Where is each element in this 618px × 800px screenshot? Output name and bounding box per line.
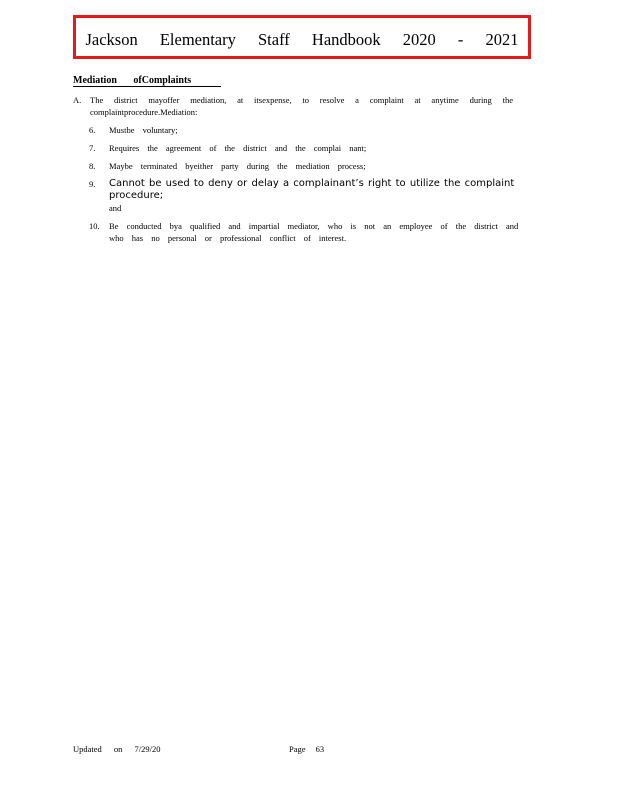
- list-item-text: Mustbe voluntary;: [109, 125, 178, 135]
- list-item: [89, 124, 519, 136]
- list-item-text-wrapper: [109, 178, 519, 214]
- list-item-continuation: and: [109, 203, 122, 213]
- paragraph-text: The district mayoffer mediation, at itsexpense, to resolve a complaint at anytime during the complaintprocedure.Mediation:: [90, 95, 513, 117]
- list-item: [89, 160, 519, 172]
- list-item: [89, 142, 519, 154]
- footer-page-number: Page 63: [289, 744, 325, 754]
- list-item-number: 7.: [89, 143, 96, 153]
- list-item-number: 6.: [89, 125, 96, 135]
- list-item: [89, 178, 519, 214]
- list-item-number: 10.: [89, 221, 100, 231]
- footer-updated-date: Updated on 7/29/20: [73, 744, 161, 754]
- list-item-text: Maybe terminated byeither party during the mediation process;: [109, 161, 366, 171]
- page-header-title: Jackson Elementary Staff Handbook 2020 - 2021: [85, 30, 519, 49]
- list-item: [89, 220, 519, 244]
- section-heading: Mediation ofComplaints: [73, 75, 221, 87]
- list-item-text: Be conducted bya qualified and impartial mediator, who is not an employee of the district and who has no personal or professional conflict of interest.: [109, 221, 519, 243]
- header-box: [73, 15, 531, 59]
- paragraph-marker: A.: [73, 95, 82, 105]
- list-item-text: Cannot be used to deny or delay a complainant’s right to utilize the complaint procedure;: [109, 178, 515, 201]
- paragraph-a: [73, 94, 513, 118]
- mediation-conditions-list: [89, 124, 519, 250]
- list-item-number: 9.: [89, 179, 96, 189]
- list-item-number: 8.: [89, 161, 96, 171]
- list-item-text: Requires the agreement of the district and the complai nant;: [109, 143, 367, 153]
